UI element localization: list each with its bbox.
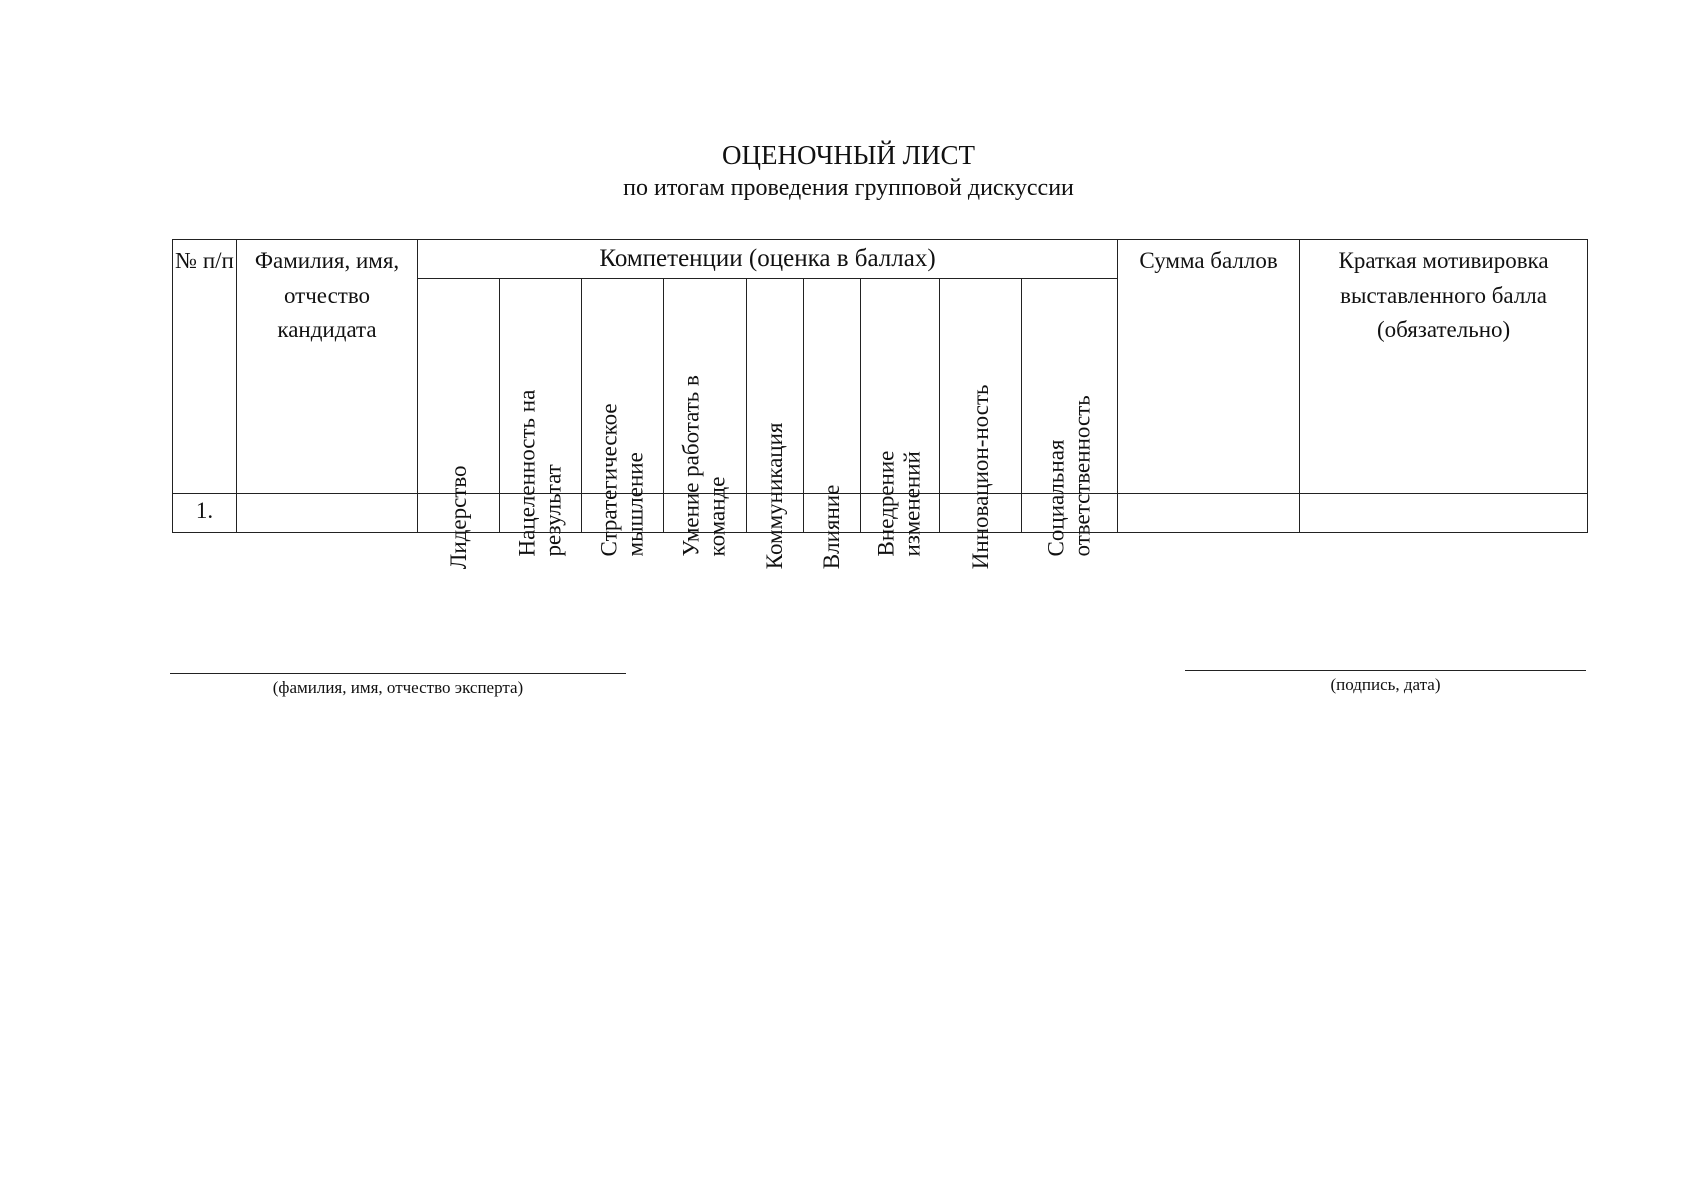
- col-header-name: Фамилия, имя, отчество кандидата: [237, 240, 418, 494]
- competency-header-change-implementation: Внедрение изменений: [861, 278, 940, 493]
- document-title: ОЦЕНОЧНЫЙ ЛИСТ: [722, 140, 975, 170]
- competency-header-teamwork: Умение работать в команде: [664, 278, 747, 493]
- signature-date-line[interactable]: [1185, 670, 1586, 671]
- row-number: 1.: [173, 493, 237, 532]
- evaluation-table: [172, 239, 1588, 570]
- document-subtitle: по итогам проведения групповой дискуссии: [623, 175, 1074, 201]
- competency-header-strategic-thinking: Стратегическое мышление: [582, 278, 664, 493]
- competency-header-influence: Влияние: [804, 278, 861, 493]
- competency-header-leadership: Лидерство: [418, 278, 500, 493]
- candidate-name-cell[interactable]: [237, 493, 418, 532]
- competency-header-result-orientation: Нацеленность на результат: [500, 278, 582, 493]
- sum-cell[interactable]: [1118, 493, 1300, 532]
- col-header-number: № п/п: [173, 240, 237, 494]
- col-header-motivation: Краткая мотивировка выставленного балла (обязательно): [1300, 240, 1588, 494]
- col-header-competencies: Компетенции (оценка в баллах): [418, 240, 1118, 279]
- competency-header-innovation: Инновацион-ность: [940, 278, 1022, 493]
- expert-name-line[interactable]: [170, 673, 626, 674]
- col-header-sum: Сумма баллов: [1118, 240, 1300, 494]
- expert-name-caption: (фамилия, имя, отчество эксперта): [272, 678, 524, 697]
- competency-header-communication: Коммуникация: [747, 278, 804, 493]
- signature-date-caption: (подпись, дата): [1330, 675, 1441, 694]
- competency-header-social-responsibility: Социальная ответственность: [1022, 278, 1118, 493]
- motivation-cell[interactable]: [1300, 493, 1588, 532]
